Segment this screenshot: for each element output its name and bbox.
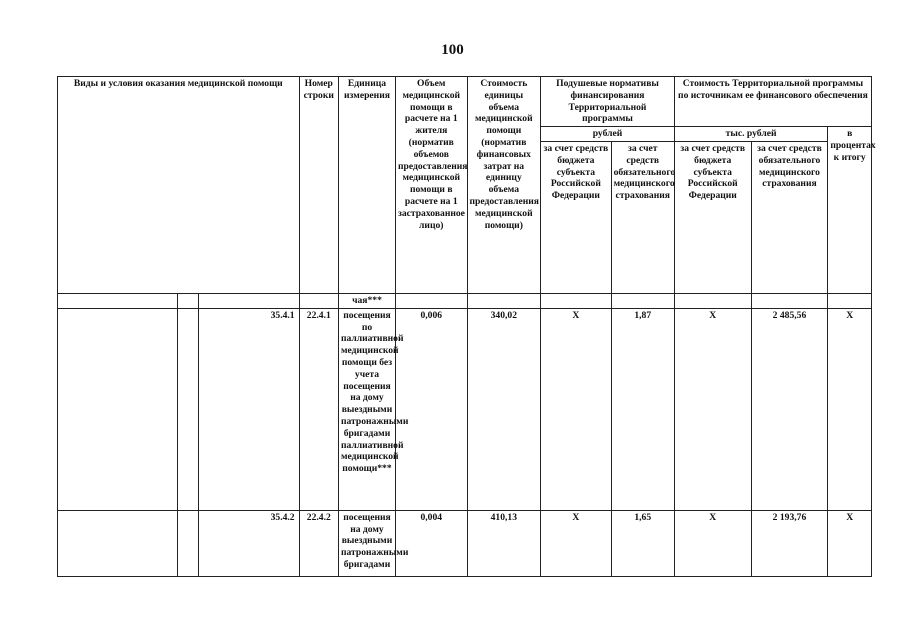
carry-cell [199, 293, 300, 308]
header-percap: Подушевые нормативы финансирования Территориальной программы [541, 77, 675, 127]
header-percap-unit: рублей [541, 127, 675, 142]
carry-cell [395, 293, 467, 308]
header-program-unit: тыс. рублей [674, 127, 827, 142]
row-blank [178, 308, 199, 510]
carry-unit-text: чая*** [338, 293, 395, 308]
row-percap-oms: 1,87 [611, 308, 674, 510]
row-program-pct: X [828, 308, 872, 510]
carry-cell [828, 293, 872, 308]
row-unit: посещения по паллиативной медицинской помощи без учета посещения на дому выездными патронажными бригадами паллиативной медицинской помощи*** [338, 308, 395, 510]
row-percap-budget: X [541, 308, 612, 510]
row-code: 35.4.2 [199, 510, 300, 576]
carry-cell [178, 293, 199, 308]
table-row [58, 510, 872, 576]
header-percap-budget: за счет средств бюджета субъекта Российской Федерации [541, 141, 612, 293]
row-cost: 340,02 [467, 308, 541, 510]
header-percap-oms: за счет средств обязательного медицинского страхования [611, 141, 674, 293]
row-cost: 410,13 [467, 510, 541, 576]
row-blank [58, 510, 178, 576]
row-unit: посещения на дому выездными патронажными бригадами [338, 510, 395, 576]
row-program-pct: X [828, 510, 872, 576]
header-program: Стоимость Территориальной программы по источникам ее финансового обеспечения [674, 77, 871, 127]
carry-cell [541, 293, 612, 308]
row-blank [58, 308, 178, 510]
carry-cell [674, 293, 751, 308]
carry-cell [467, 293, 541, 308]
row-line: 22.4.2 [299, 510, 338, 576]
row-blank [178, 510, 199, 576]
table-row [58, 308, 872, 510]
header-program-pct: в процентах к итогу [828, 127, 872, 294]
row-program-budget: X [674, 510, 751, 576]
carry-cell [611, 293, 674, 308]
page-number: 100 [441, 42, 464, 58]
carry-cell [299, 293, 338, 308]
row-percap-oms: 1,65 [611, 510, 674, 576]
row-program-oms: 2 485,56 [751, 308, 828, 510]
carry-cell [58, 293, 178, 308]
header-line-no: Номер строки [299, 77, 338, 294]
header-kind: Виды и условия оказания медицинской помощи [58, 77, 300, 294]
row-program-budget: X [674, 308, 751, 510]
row-volume: 0,004 [395, 510, 467, 576]
row-volume: 0,006 [395, 308, 467, 510]
row-code: 35.4.1 [199, 308, 300, 510]
header-volume: Объем медицинской помощи в расчете на 1 жителя (норматив объемов предоставления медицинской помощи в расчете на 1 застрахованное лицо) [395, 77, 467, 294]
medical-assistance-table [57, 76, 876, 577]
header-program-oms: за счет средств обязательного медицинского страхования [751, 141, 828, 293]
carry-cell [751, 293, 828, 308]
row-line: 22.4.1 [299, 308, 338, 510]
header-unit: Единица измерения [338, 77, 395, 294]
header-cost: Стоимость единицы объема медицинской помощи (норматив финансовых затрат на единицу объема предоставления медицинской помощи) [467, 77, 541, 294]
row-percap-budget: X [541, 510, 612, 576]
row-program-oms: 2 193,76 [751, 510, 828, 576]
header-program-budget: за счет средств бюджета субъекта Российской Федерации [674, 141, 751, 293]
